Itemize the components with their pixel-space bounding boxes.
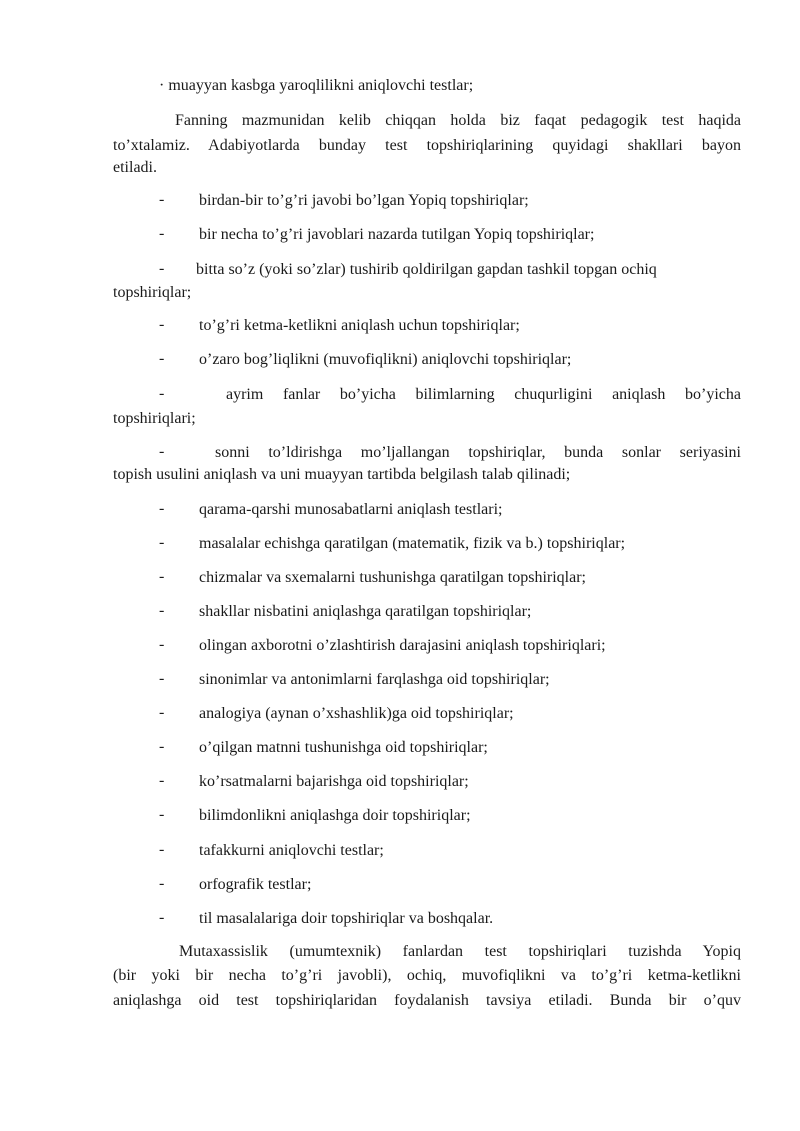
paragraph-1-line-3: etiladi. [113, 159, 157, 176]
list-dash: - [159, 568, 165, 585]
list-dash: - [159, 191, 165, 208]
list-dash: - [159, 806, 165, 823]
list-dash: - [159, 602, 165, 619]
list-item: ko’rsatmalarni bajarishga oid topshiriqlar; [199, 773, 469, 790]
paragraph-2-line-3: aniqlashga oid test topshiriqlaridan foydalanish tavsiya etiladi. Bunda bir o’quv [113, 992, 741, 1009]
list-item: analogiya (aynan o’xshashlik)ga oid topshiriqlar; [199, 705, 514, 722]
list-dash: - [159, 738, 165, 755]
list-item: to’g’ri ketma-ketlikni aniqlash uchun topshiriqlar; [199, 317, 520, 334]
paragraph-1-line-1: Fanning mazmunidan kelib chiqqan holda biz faqat pedagogik test haqida [175, 112, 741, 129]
list-dash: - [159, 500, 165, 517]
list-item: tafakkurni aniqlovchi testlar; [199, 842, 384, 859]
list-item: masalalar echishga qaratilgan (matematik, fizik va b.) topshiriqlar; [199, 535, 626, 552]
list-item: bilimdonlikni aniqlashga doir topshiriqlar; [199, 807, 471, 824]
list-item: bir necha to’g’ri javoblari nazarda tutilgan Yopiq topshiriqlar; [199, 226, 595, 243]
list-item: olingan axborotni o’zlashtirish darajasini aniqlash topshiriqlari; [199, 637, 606, 654]
paragraph-2-line-2: (bir yoki bir necha to’g’ri javobli), ochiq, muvofiqlikni va to’g’ri ketma-ketlikni [113, 967, 741, 984]
list-dash: - [159, 875, 165, 892]
list-dash: - [159, 772, 165, 789]
list-item: qarama-qarshi munosabatlarni aniqlash testlari; [199, 501, 503, 518]
list-dash: - [159, 534, 165, 551]
list-item: bitta so’z (yoki so’zlar) tushirib qoldirilgan gapdan tashkil topgan ochiq [196, 261, 657, 278]
list-item: shakllar nisbatini aniqlashga qaratilgan topshiriqlar; [199, 603, 532, 620]
bullet-intro-line: · muayyan kasbga yaroqlilikni aniqlovchi testlar; [159, 77, 474, 94]
list-item: chizmalar va sxemalarni tushunishga qaratilgan topshiriqlar; [199, 569, 586, 586]
list-dash: - [159, 385, 165, 402]
list-item-continuation: topish usulini aniqlash va uni muayyan tartibda belgilash talab qilinadi; [113, 466, 571, 483]
list-dash: - [159, 350, 165, 367]
list-item: orfografik testlar; [199, 876, 312, 893]
list-dash: - [159, 909, 165, 926]
list-item: sonni to’ldirishga mo’ljallangan topshiriqlar, bunda sonlar seriyasini [215, 444, 741, 461]
list-item: o’qilgan matnni tushunishga oid topshiriqlar; [199, 739, 488, 756]
list-item: til masalalariga doir topshiriqlar va boshqalar. [199, 910, 494, 927]
list-dash: - [159, 225, 165, 242]
list-item-continuation: topshiriqlar; [113, 284, 192, 301]
paragraph-2-line-1: Mutaxassislik (umumtexnik) fanlardan test topshiriqlari tuzishda Yopiq [179, 943, 741, 960]
paragraph-1-line-2: to’xtalamiz. Adabiyotlarda bunday test topshiriqlarining quyidagi shakllari bayon [113, 137, 741, 154]
list-item-continuation: topshiriqlari; [113, 410, 196, 427]
list-dash: - [159, 443, 165, 460]
list-dash: - [159, 841, 165, 858]
list-item: birdan-bir to’g’ri javobi bo’lgan Yopiq topshiriqlar; [199, 192, 529, 209]
list-dash: - [159, 260, 165, 277]
list-item: ayrim fanlar bo’yicha bilimlarning chuqurligini aniqlash bo’yicha [226, 386, 741, 403]
list-item: sinonimlar va antonimlarni farqlashga oid topshiriqlar; [199, 671, 550, 688]
list-item: o’zaro bog’liqlikni (muvofiqlikni) aniqlovchi topshiriqlar; [199, 351, 572, 368]
list-dash: - [159, 670, 165, 687]
list-dash: - [159, 316, 165, 333]
list-dash: - [159, 636, 165, 653]
list-dash: - [159, 704, 165, 721]
